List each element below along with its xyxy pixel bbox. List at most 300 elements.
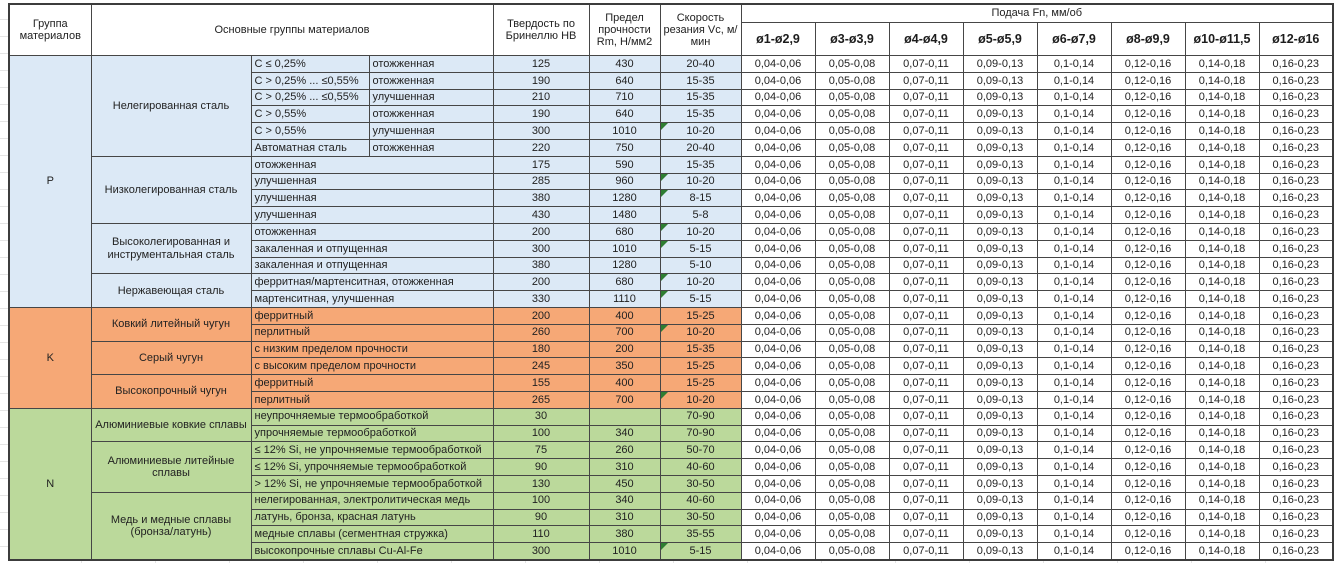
- feed-cell[interactable]: 0,1-0,14: [1037, 408, 1111, 425]
- feed-cell[interactable]: 0,09-0,13: [963, 223, 1037, 240]
- feed-cell[interactable]: 0,05-0,08: [815, 408, 889, 425]
- header-feed-col-5[interactable]: ø6-ø7,9: [1037, 23, 1111, 56]
- feed-cell[interactable]: 0,05-0,08: [815, 56, 889, 73]
- feed-cell[interactable]: 0,05-0,08: [815, 190, 889, 207]
- feed-cell[interactable]: 0,07-0,11: [889, 324, 963, 341]
- feed-cell[interactable]: 0,05-0,08: [815, 526, 889, 543]
- feed-cell[interactable]: 0,09-0,13: [963, 358, 1037, 375]
- hardness-cell[interactable]: 155: [493, 375, 589, 392]
- feed-cell[interactable]: 0,07-0,11: [889, 442, 963, 459]
- feed-cell[interactable]: 0,1-0,14: [1037, 307, 1111, 324]
- speed-cell[interactable]: 40-60: [660, 492, 741, 509]
- feed-cell[interactable]: 0,09-0,13: [963, 509, 1037, 526]
- feed-cell[interactable]: 0,09-0,13: [963, 207, 1037, 224]
- feed-cell[interactable]: 0,07-0,11: [889, 123, 963, 140]
- feed-cell[interactable]: 0,09-0,13: [963, 341, 1037, 358]
- feed-cell[interactable]: 0,14-0,18: [1185, 274, 1259, 291]
- feed-cell[interactable]: 0,05-0,08: [815, 425, 889, 442]
- feed-cell[interactable]: 0,1-0,14: [1037, 257, 1111, 274]
- feed-cell[interactable]: 0,04-0,06: [741, 324, 815, 341]
- feed-cell[interactable]: 0,1-0,14: [1037, 123, 1111, 140]
- feed-cell[interactable]: 0,09-0,13: [963, 543, 1037, 560]
- hardness-cell[interactable]: 260: [493, 324, 589, 341]
- feed-cell[interactable]: 0,09-0,13: [963, 324, 1037, 341]
- hardness-cell[interactable]: 200: [493, 307, 589, 324]
- hardness-cell[interactable]: 300: [493, 543, 589, 560]
- feed-cell[interactable]: 0,1-0,14: [1037, 173, 1111, 190]
- hardness-cell[interactable]: 100: [493, 425, 589, 442]
- feed-cell[interactable]: 0,09-0,13: [963, 291, 1037, 308]
- feed-cell[interactable]: 0,04-0,06: [741, 56, 815, 73]
- feed-cell[interactable]: 0,14-0,18: [1185, 257, 1259, 274]
- condition-cell[interactable]: Автоматная сталь: [251, 139, 369, 156]
- condition-cell[interactable]: C ≤ 0,25%: [251, 56, 369, 73]
- condition-cell[interactable]: упрочняемые термообработкой: [251, 425, 493, 442]
- condition-cell[interactable]: улучшенная: [251, 190, 493, 207]
- feed-cell[interactable]: 0,12-0,16: [1111, 89, 1185, 106]
- hardness-cell[interactable]: 75: [493, 442, 589, 459]
- strength-cell[interactable]: 350: [589, 358, 660, 375]
- condition-cell[interactable]: ≤ 12% Si, не упрочняемые термообработкой: [251, 442, 493, 459]
- feed-cell[interactable]: 0,12-0,16: [1111, 509, 1185, 526]
- feed-cell[interactable]: 0,05-0,08: [815, 307, 889, 324]
- feed-cell[interactable]: 0,07-0,11: [889, 190, 963, 207]
- feed-cell[interactable]: 0,14-0,18: [1185, 223, 1259, 240]
- feed-cell[interactable]: 0,12-0,16: [1111, 123, 1185, 140]
- feed-cell[interactable]: 0,14-0,18: [1185, 375, 1259, 392]
- feed-cell[interactable]: 0,07-0,11: [889, 425, 963, 442]
- feed-cell[interactable]: 0,12-0,16: [1111, 207, 1185, 224]
- feed-cell[interactable]: 0,07-0,11: [889, 459, 963, 476]
- speed-cell[interactable]: 5-8: [660, 207, 741, 224]
- feed-cell[interactable]: 0,09-0,13: [963, 375, 1037, 392]
- feed-cell[interactable]: 0,09-0,13: [963, 442, 1037, 459]
- feed-cell[interactable]: 0,12-0,16: [1111, 358, 1185, 375]
- speed-cell[interactable]: 15-25: [660, 375, 741, 392]
- feed-cell[interactable]: 0,14-0,18: [1185, 442, 1259, 459]
- strength-cell[interactable]: 590: [589, 156, 660, 173]
- hardness-cell[interactable]: 265: [493, 391, 589, 408]
- feed-cell[interactable]: 0,16-0,23: [1259, 425, 1333, 442]
- feed-cell[interactable]: 0,05-0,08: [815, 72, 889, 89]
- family-name-cell[interactable]: Нелегированная сталь: [91, 56, 251, 157]
- feed-cell[interactable]: 0,04-0,06: [741, 156, 815, 173]
- feed-cell[interactable]: 0,04-0,06: [741, 207, 815, 224]
- feed-cell[interactable]: 0,16-0,23: [1259, 509, 1333, 526]
- feed-cell[interactable]: 0,07-0,11: [889, 307, 963, 324]
- feed-cell[interactable]: 0,1-0,14: [1037, 156, 1111, 173]
- feed-cell[interactable]: 0,04-0,06: [741, 123, 815, 140]
- feed-cell[interactable]: 0,12-0,16: [1111, 442, 1185, 459]
- feed-cell[interactable]: 0,1-0,14: [1037, 526, 1111, 543]
- condition-cell[interactable]: отожженная: [251, 223, 493, 240]
- speed-cell[interactable]: 5-15: [660, 543, 741, 560]
- feed-cell[interactable]: 0,07-0,11: [889, 509, 963, 526]
- family-name-cell[interactable]: Нержавеющая сталь: [91, 274, 251, 308]
- feed-cell[interactable]: 0,04-0,06: [741, 173, 815, 190]
- feed-cell[interactable]: 0,05-0,08: [815, 391, 889, 408]
- feed-cell[interactable]: 0,05-0,08: [815, 123, 889, 140]
- feed-cell[interactable]: 0,1-0,14: [1037, 223, 1111, 240]
- feed-cell[interactable]: 0,12-0,16: [1111, 257, 1185, 274]
- feed-cell[interactable]: 0,1-0,14: [1037, 375, 1111, 392]
- feed-cell[interactable]: 0,14-0,18: [1185, 475, 1259, 492]
- feed-cell[interactable]: 0,1-0,14: [1037, 274, 1111, 291]
- feed-cell[interactable]: 0,09-0,13: [963, 307, 1037, 324]
- feed-cell[interactable]: 0,12-0,16: [1111, 526, 1185, 543]
- speed-cell[interactable]: 70-90: [660, 425, 741, 442]
- speed-cell[interactable]: 15-35: [660, 106, 741, 123]
- feed-cell[interactable]: 0,07-0,11: [889, 257, 963, 274]
- feed-cell[interactable]: 0,14-0,18: [1185, 207, 1259, 224]
- feed-cell[interactable]: 0,07-0,11: [889, 375, 963, 392]
- feed-cell[interactable]: 0,07-0,11: [889, 391, 963, 408]
- feed-cell[interactable]: 0,09-0,13: [963, 475, 1037, 492]
- speed-cell[interactable]: 10-20: [660, 223, 741, 240]
- feed-cell[interactable]: 0,04-0,06: [741, 492, 815, 509]
- feed-cell[interactable]: 0,05-0,08: [815, 106, 889, 123]
- hardness-cell[interactable]: 190: [493, 106, 589, 123]
- feed-cell[interactable]: 0,05-0,08: [815, 139, 889, 156]
- speed-cell[interactable]: 10-20: [660, 274, 741, 291]
- feed-cell[interactable]: 0,04-0,06: [741, 307, 815, 324]
- strength-cell[interactable]: 1110: [589, 291, 660, 308]
- feed-cell[interactable]: 0,09-0,13: [963, 56, 1037, 73]
- header-feed-col-2[interactable]: ø3-ø3,9: [815, 23, 889, 56]
- feed-cell[interactable]: 0,14-0,18: [1185, 459, 1259, 476]
- condition-detail-cell[interactable]: отожженная: [369, 72, 493, 89]
- header-feed-col-7[interactable]: ø10-ø11,5: [1185, 23, 1259, 56]
- feed-cell[interactable]: 0,09-0,13: [963, 240, 1037, 257]
- feed-cell[interactable]: 0,16-0,23: [1259, 207, 1333, 224]
- condition-cell[interactable]: C > 0,55%: [251, 123, 369, 140]
- condition-detail-cell[interactable]: улучшенная: [369, 123, 493, 140]
- feed-cell[interactable]: 0,12-0,16: [1111, 543, 1185, 560]
- feed-cell[interactable]: 0,07-0,11: [889, 475, 963, 492]
- feed-cell[interactable]: 0,04-0,06: [741, 391, 815, 408]
- feed-cell[interactable]: 0,1-0,14: [1037, 391, 1111, 408]
- hardness-cell[interactable]: 100: [493, 492, 589, 509]
- feed-cell[interactable]: 0,16-0,23: [1259, 56, 1333, 73]
- hardness-cell[interactable]: 90: [493, 459, 589, 476]
- strength-cell[interactable]: 340: [589, 425, 660, 442]
- strength-cell[interactable]: 1010: [589, 543, 660, 560]
- family-name-cell[interactable]: Медь и медные сплавы (бронза/латунь): [91, 492, 251, 560]
- speed-cell[interactable]: 8-15: [660, 190, 741, 207]
- speed-cell[interactable]: 35-55: [660, 526, 741, 543]
- feed-cell[interactable]: 0,07-0,11: [889, 543, 963, 560]
- feed-cell[interactable]: 0,05-0,08: [815, 459, 889, 476]
- header-feed-col-8[interactable]: ø12-ø16: [1259, 23, 1333, 56]
- speed-cell[interactable]: 10-20: [660, 391, 741, 408]
- feed-cell[interactable]: 0,14-0,18: [1185, 408, 1259, 425]
- feed-cell[interactable]: 0,12-0,16: [1111, 425, 1185, 442]
- feed-cell[interactable]: 0,16-0,23: [1259, 72, 1333, 89]
- feed-cell[interactable]: 0,1-0,14: [1037, 341, 1111, 358]
- condition-cell[interactable]: C > 0,25% ... ≤0,55%: [251, 89, 369, 106]
- feed-cell[interactable]: 0,09-0,13: [963, 274, 1037, 291]
- feed-cell[interactable]: 0,1-0,14: [1037, 72, 1111, 89]
- hardness-cell[interactable]: 130: [493, 475, 589, 492]
- feed-cell[interactable]: 0,04-0,06: [741, 89, 815, 106]
- family-name-cell[interactable]: Высоколегированная и инструментальная сталь: [91, 223, 251, 273]
- group-letter-cell[interactable]: N: [9, 408, 91, 560]
- speed-cell[interactable]: 30-50: [660, 475, 741, 492]
- feed-cell[interactable]: 0,04-0,06: [741, 240, 815, 257]
- feed-cell[interactable]: 0,14-0,18: [1185, 526, 1259, 543]
- feed-cell[interactable]: 0,16-0,23: [1259, 106, 1333, 123]
- header-feed-col-1[interactable]: ø1-ø2,9: [741, 23, 815, 56]
- feed-cell[interactable]: 0,16-0,23: [1259, 257, 1333, 274]
- feed-cell[interactable]: 0,05-0,08: [815, 492, 889, 509]
- feed-cell[interactable]: 0,12-0,16: [1111, 274, 1185, 291]
- feed-cell[interactable]: 0,12-0,16: [1111, 475, 1185, 492]
- speed-cell[interactable]: 10-20: [660, 173, 741, 190]
- feed-cell[interactable]: 0,05-0,08: [815, 89, 889, 106]
- feed-cell[interactable]: 0,07-0,11: [889, 207, 963, 224]
- feed-cell[interactable]: 0,1-0,14: [1037, 291, 1111, 308]
- condition-cell[interactable]: мартенситная, улучшенная: [251, 291, 493, 308]
- header-strength[interactable]: Предел прочности Rm, Н/мм2: [589, 4, 660, 56]
- feed-cell[interactable]: 0,16-0,23: [1259, 492, 1333, 509]
- condition-cell[interactable]: отожженная: [251, 156, 493, 173]
- feed-cell[interactable]: 0,12-0,16: [1111, 391, 1185, 408]
- feed-cell[interactable]: 0,04-0,06: [741, 291, 815, 308]
- header-feed-col-3[interactable]: ø4-ø4,9: [889, 23, 963, 56]
- feed-cell[interactable]: 0,04-0,06: [741, 459, 815, 476]
- speed-cell[interactable]: 20-40: [660, 139, 741, 156]
- condition-cell[interactable]: нелегированная, электролитическая медь: [251, 492, 493, 509]
- feed-cell[interactable]: 0,14-0,18: [1185, 190, 1259, 207]
- feed-cell[interactable]: 0,1-0,14: [1037, 442, 1111, 459]
- feed-cell[interactable]: 0,09-0,13: [963, 408, 1037, 425]
- feed-cell[interactable]: 0,05-0,08: [815, 375, 889, 392]
- strength-cell[interactable]: 400: [589, 375, 660, 392]
- feed-cell[interactable]: 0,12-0,16: [1111, 291, 1185, 308]
- condition-cell[interactable]: закаленная и отпущенная: [251, 240, 493, 257]
- feed-cell[interactable]: 0,09-0,13: [963, 459, 1037, 476]
- feed-cell[interactable]: 0,16-0,23: [1259, 139, 1333, 156]
- family-name-cell[interactable]: Ковкий литейный чугун: [91, 307, 251, 341]
- feed-cell[interactable]: 0,09-0,13: [963, 156, 1037, 173]
- speed-cell[interactable]: 10-20: [660, 324, 741, 341]
- strength-cell[interactable]: 750: [589, 139, 660, 156]
- speed-cell[interactable]: 20-40: [660, 56, 741, 73]
- feed-cell[interactable]: 0,14-0,18: [1185, 139, 1259, 156]
- strength-cell[interactable]: 700: [589, 391, 660, 408]
- feed-cell[interactable]: 0,04-0,06: [741, 274, 815, 291]
- feed-cell[interactable]: 0,1-0,14: [1037, 139, 1111, 156]
- feed-cell[interactable]: 0,16-0,23: [1259, 156, 1333, 173]
- feed-cell[interactable]: 0,09-0,13: [963, 526, 1037, 543]
- strength-cell[interactable]: 680: [589, 274, 660, 291]
- speed-cell[interactable]: 5-15: [660, 240, 741, 257]
- feed-cell[interactable]: 0,07-0,11: [889, 408, 963, 425]
- feed-cell[interactable]: 0,14-0,18: [1185, 173, 1259, 190]
- feed-cell[interactable]: 0,04-0,06: [741, 72, 815, 89]
- feed-cell[interactable]: 0,1-0,14: [1037, 475, 1111, 492]
- speed-cell[interactable]: 15-35: [660, 72, 741, 89]
- feed-cell[interactable]: 0,05-0,08: [815, 358, 889, 375]
- feed-cell[interactable]: 0,12-0,16: [1111, 223, 1185, 240]
- strength-cell[interactable]: 640: [589, 106, 660, 123]
- strength-cell[interactable]: 1010: [589, 240, 660, 257]
- condition-cell[interactable]: медные сплавы (сегментная стружка): [251, 526, 493, 543]
- hardness-cell[interactable]: 175: [493, 156, 589, 173]
- speed-cell[interactable]: 50-70: [660, 442, 741, 459]
- hardness-cell[interactable]: 200: [493, 223, 589, 240]
- feed-cell[interactable]: 0,16-0,23: [1259, 89, 1333, 106]
- feed-cell[interactable]: 0,12-0,16: [1111, 459, 1185, 476]
- feed-cell[interactable]: 0,14-0,18: [1185, 89, 1259, 106]
- strength-cell[interactable]: 1480: [589, 207, 660, 224]
- condition-cell[interactable]: улучшенная: [251, 207, 493, 224]
- feed-cell[interactable]: 0,16-0,23: [1259, 341, 1333, 358]
- feed-cell[interactable]: 0,04-0,06: [741, 223, 815, 240]
- speed-cell[interactable]: 15-35: [660, 341, 741, 358]
- feed-cell[interactable]: 0,05-0,08: [815, 257, 889, 274]
- feed-cell[interactable]: 0,16-0,23: [1259, 223, 1333, 240]
- feed-cell[interactable]: 0,09-0,13: [963, 173, 1037, 190]
- feed-cell[interactable]: 0,16-0,23: [1259, 274, 1333, 291]
- feed-cell[interactable]: 0,04-0,06: [741, 358, 815, 375]
- feed-cell[interactable]: 0,16-0,23: [1259, 190, 1333, 207]
- feed-cell[interactable]: 0,12-0,16: [1111, 139, 1185, 156]
- feed-cell[interactable]: 0,12-0,16: [1111, 307, 1185, 324]
- feed-cell[interactable]: 0,07-0,11: [889, 139, 963, 156]
- condition-cell[interactable]: ферритная/мартенситная, отожженная: [251, 274, 493, 291]
- feed-cell[interactable]: 0,16-0,23: [1259, 526, 1333, 543]
- strength-cell[interactable]: 200: [589, 341, 660, 358]
- feed-cell[interactable]: 0,1-0,14: [1037, 543, 1111, 560]
- feed-cell[interactable]: 0,12-0,16: [1111, 324, 1185, 341]
- feed-cell[interactable]: 0,16-0,23: [1259, 475, 1333, 492]
- hardness-cell[interactable]: 200: [493, 274, 589, 291]
- feed-cell[interactable]: 0,14-0,18: [1185, 509, 1259, 526]
- strength-cell[interactable]: 450: [589, 475, 660, 492]
- hardness-cell[interactable]: 110: [493, 526, 589, 543]
- feed-cell[interactable]: 0,14-0,18: [1185, 240, 1259, 257]
- feed-cell[interactable]: 0,1-0,14: [1037, 492, 1111, 509]
- strength-cell[interactable]: [589, 408, 660, 425]
- condition-cell[interactable]: высокопрочные сплавы Cu-Al-Fe: [251, 543, 493, 560]
- feed-cell[interactable]: 0,16-0,23: [1259, 391, 1333, 408]
- feed-cell[interactable]: 0,14-0,18: [1185, 543, 1259, 560]
- condition-cell[interactable]: с высоким пределом прочности: [251, 358, 493, 375]
- strength-cell[interactable]: 340: [589, 492, 660, 509]
- strength-cell[interactable]: 640: [589, 72, 660, 89]
- strength-cell[interactable]: 310: [589, 459, 660, 476]
- feed-cell[interactable]: 0,04-0,06: [741, 257, 815, 274]
- hardness-cell[interactable]: 300: [493, 123, 589, 140]
- feed-cell[interactable]: 0,1-0,14: [1037, 459, 1111, 476]
- feed-cell[interactable]: 0,12-0,16: [1111, 492, 1185, 509]
- feed-cell[interactable]: 0,16-0,23: [1259, 358, 1333, 375]
- feed-cell[interactable]: 0,16-0,23: [1259, 375, 1333, 392]
- feed-cell[interactable]: 0,14-0,18: [1185, 391, 1259, 408]
- feed-cell[interactable]: 0,14-0,18: [1185, 425, 1259, 442]
- feed-cell[interactable]: 0,05-0,08: [815, 223, 889, 240]
- header-feed-col-4[interactable]: ø5-ø5,9: [963, 23, 1037, 56]
- condition-cell[interactable]: ≤ 12% Si, упрочняемые термообработкой: [251, 459, 493, 476]
- condition-cell[interactable]: ферритный: [251, 307, 493, 324]
- feed-cell[interactable]: 0,07-0,11: [889, 274, 963, 291]
- hardness-cell[interactable]: 210: [493, 89, 589, 106]
- group-letter-cell[interactable]: K: [9, 307, 91, 408]
- strength-cell[interactable]: 710: [589, 89, 660, 106]
- speed-cell[interactable]: 10-20: [660, 123, 741, 140]
- condition-cell[interactable]: улучшенная: [251, 173, 493, 190]
- feed-cell[interactable]: 0,12-0,16: [1111, 240, 1185, 257]
- feed-cell[interactable]: 0,09-0,13: [963, 72, 1037, 89]
- feed-cell[interactable]: 0,05-0,08: [815, 324, 889, 341]
- feed-cell[interactable]: 0,12-0,16: [1111, 190, 1185, 207]
- feed-cell[interactable]: 0,07-0,11: [889, 106, 963, 123]
- hardness-cell[interactable]: 380: [493, 257, 589, 274]
- feed-cell[interactable]: 0,07-0,11: [889, 89, 963, 106]
- feed-cell[interactable]: 0,09-0,13: [963, 139, 1037, 156]
- condition-cell[interactable]: > 12% Si, не упрочняемые термообработкой: [251, 475, 493, 492]
- hardness-cell[interactable]: 245: [493, 358, 589, 375]
- feed-cell[interactable]: 0,04-0,06: [741, 375, 815, 392]
- hardness-cell[interactable]: 30: [493, 408, 589, 425]
- feed-cell[interactable]: 0,14-0,18: [1185, 492, 1259, 509]
- header-material-group[interactable]: Группа материалов: [9, 4, 91, 56]
- group-letter-cell[interactable]: P: [9, 56, 91, 308]
- feed-cell[interactable]: 0,1-0,14: [1037, 509, 1111, 526]
- feed-cell[interactable]: 0,16-0,23: [1259, 459, 1333, 476]
- feed-cell[interactable]: 0,07-0,11: [889, 291, 963, 308]
- feed-cell[interactable]: 0,07-0,11: [889, 56, 963, 73]
- feed-cell[interactable]: 0,1-0,14: [1037, 240, 1111, 257]
- strength-cell[interactable]: 430: [589, 56, 660, 73]
- hardness-cell[interactable]: 90: [493, 509, 589, 526]
- feed-cell[interactable]: 0,09-0,13: [963, 425, 1037, 442]
- strength-cell[interactable]: 1280: [589, 190, 660, 207]
- feed-cell[interactable]: 0,16-0,23: [1259, 240, 1333, 257]
- condition-cell[interactable]: закаленная и отпущенная: [251, 257, 493, 274]
- family-name-cell[interactable]: Алюминиевые литейные сплавы: [91, 442, 251, 492]
- family-name-cell[interactable]: Серый чугун: [91, 341, 251, 375]
- feed-cell[interactable]: 0,09-0,13: [963, 123, 1037, 140]
- feed-cell[interactable]: 0,09-0,13: [963, 89, 1037, 106]
- feed-cell[interactable]: 0,07-0,11: [889, 173, 963, 190]
- feed-cell[interactable]: 0,04-0,06: [741, 509, 815, 526]
- feed-cell[interactable]: 0,14-0,18: [1185, 341, 1259, 358]
- condition-detail-cell[interactable]: отожженная: [369, 56, 493, 73]
- feed-cell[interactable]: 0,04-0,06: [741, 106, 815, 123]
- hardness-cell[interactable]: 180: [493, 341, 589, 358]
- hardness-cell[interactable]: 300: [493, 240, 589, 257]
- feed-cell[interactable]: 0,16-0,23: [1259, 291, 1333, 308]
- feed-cell[interactable]: 0,05-0,08: [815, 509, 889, 526]
- feed-cell[interactable]: 0,12-0,16: [1111, 72, 1185, 89]
- hardness-cell[interactable]: 380: [493, 190, 589, 207]
- condition-cell[interactable]: C > 0,25% ... ≤0,55%: [251, 72, 369, 89]
- feed-cell[interactable]: 0,12-0,16: [1111, 408, 1185, 425]
- strength-cell[interactable]: 1280: [589, 257, 660, 274]
- strength-cell[interactable]: 310: [589, 509, 660, 526]
- feed-cell[interactable]: 0,05-0,08: [815, 240, 889, 257]
- speed-cell[interactable]: 5-15: [660, 291, 741, 308]
- feed-cell[interactable]: 0,1-0,14: [1037, 358, 1111, 375]
- speed-cell[interactable]: 70-90: [660, 408, 741, 425]
- feed-cell[interactable]: 0,14-0,18: [1185, 324, 1259, 341]
- feed-cell[interactable]: 0,04-0,06: [741, 425, 815, 442]
- feed-cell[interactable]: 0,05-0,08: [815, 156, 889, 173]
- feed-cell[interactable]: 0,04-0,06: [741, 341, 815, 358]
- strength-cell[interactable]: 960: [589, 173, 660, 190]
